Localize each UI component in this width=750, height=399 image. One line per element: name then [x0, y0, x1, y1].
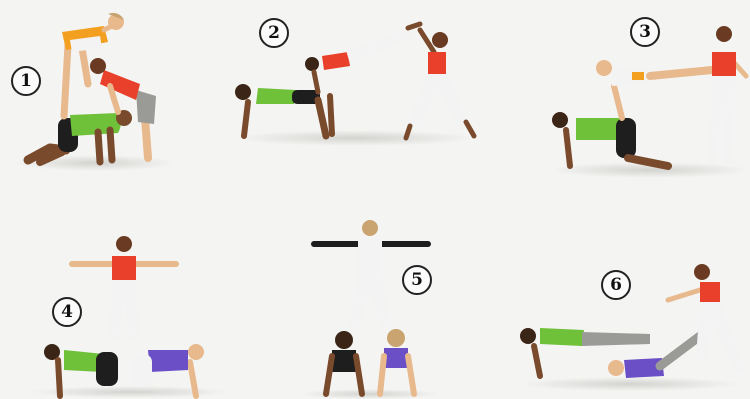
- pose-number-6: 6: [610, 275, 622, 295]
- pose-4-top-person: [72, 236, 176, 340]
- pose-6-figures: [520, 264, 746, 391]
- pose-number-2: 2: [268, 23, 280, 43]
- pose-6-standing-person: [668, 264, 746, 374]
- pose-number-badge-1: [11, 66, 41, 96]
- pose-1-figures: [15, 13, 175, 171]
- pose-5-right-base-person: [380, 329, 414, 394]
- pose-number-badge-6: [601, 270, 631, 300]
- pose-2-flyer-person: [305, 24, 420, 92]
- pose-3-top-person: [596, 60, 712, 118]
- pose-number-badge-2: [259, 18, 289, 48]
- pose-number-badge-4: [52, 297, 82, 327]
- pose-number-badge-5: [402, 265, 432, 295]
- pose-3-standing-person: [708, 26, 746, 162]
- pose-3-figures: [550, 26, 750, 178]
- pose-5-left-base-person: [326, 331, 362, 394]
- pose-1-base-person: [28, 110, 132, 162]
- pose-number-1: 1: [20, 71, 32, 91]
- pose-5-figures: [300, 220, 440, 399]
- pose-number-5: 5: [411, 270, 423, 290]
- pose-3-base-person: [552, 112, 668, 166]
- pose-number-3: 3: [639, 22, 651, 42]
- pose-2-standing-person: [406, 30, 474, 138]
- pose-number-badge-3: [630, 17, 660, 47]
- pose-number-4: 4: [61, 302, 73, 322]
